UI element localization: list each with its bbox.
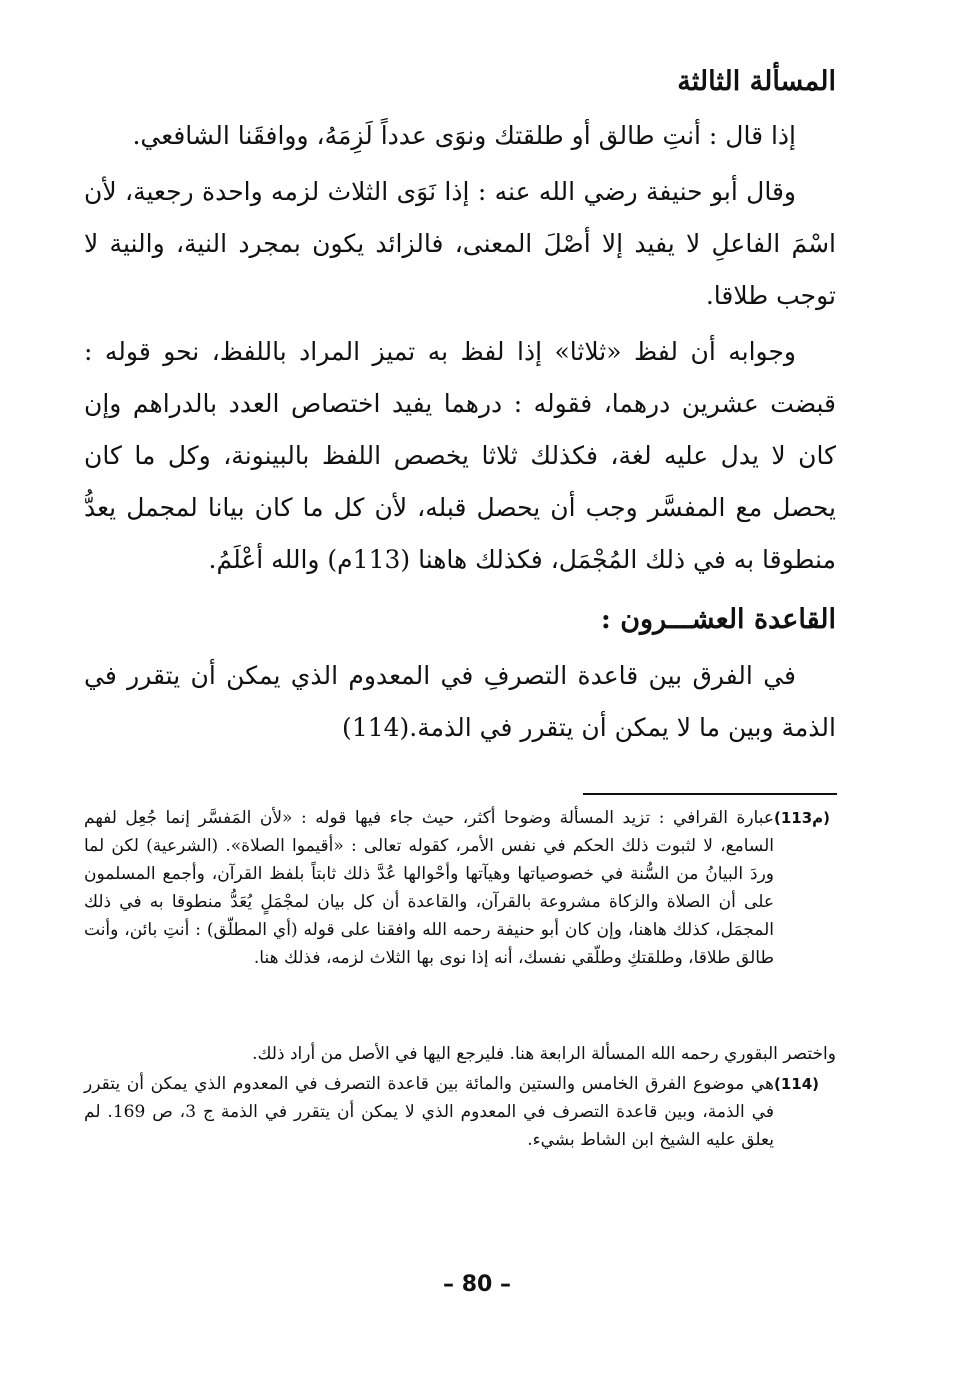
footnote-113 <box>84 804 836 972</box>
footnote-113-addendum <box>84 1040 836 1068</box>
paragraph-1: إذا قال : أنتِ طالق أو طلقتك ونوَى عدداً لَزِمَهُ، ووافقَنا الشافعي. <box>132 121 796 150</box>
section-heading: المسألة الثالثة <box>677 66 836 97</box>
footnote-114 <box>84 1070 836 1154</box>
rule-heading: القاعدة العشـــرون : <box>600 604 836 635</box>
footnote-text: واختصر البقوري رحمه الله المسألة الرابعة هنا. فليرجع اليها في الأصل من أراد ذلك. <box>252 1044 836 1064</box>
footnote-text: عبارة القرافي : تزيد المسألة وضوحا أكثر، حيث جاء فيها قوله : «لأن المَفسَّر إنما جُعِل لفهم السامع، لا لثبوت ذلك الحكم في نفس الأمر، كقوله تعالى : «أقيموا الصلاة». (الشرعية) لكن لما وردَ البيانُ من السُّنة في خصوصياتها وهيآتها وأحْوالها عُدَّ ذلك ثابتاً بلفظ القرآن، وأجمع المسلمون على أن الصلاة والزكاة مشروعة بالقرآن، والقاعدة أن كل بيان لمجْمَلٍ يُعَدُّ منطوقا به في ذلك المجمَل، كذلك هاهنا، وإن كان أبو حنيفة رحمه الله وافقنا على قوله (أي المطلّق) : أنتِ بائن، وأنت طالق طلاقا، وطلقتكِ وطلّقي نفسك، أنه إذا نوى بها الثلاث لزمه، فذلك هنا. <box>84 808 774 968</box>
rule-text: في الفرق بين قاعدة التصرفِ في المعدوم الذي يمكن أن يتقرر في الذمة وبين ما لا يمكن أن يتقرر في الذمة.(114) <box>84 661 836 742</box>
footnote-number: (113م) <box>774 809 831 827</box>
paragraph-3: وجوابه أن لفظ «ثلاثا» إذا لفظ به تميز المراد باللفظ، نحو قوله : قبضت عشرين درهما، فقوله : درهما يفيد اختصاص العدد بالدراهم وإن كان لا يدل عليه لغة، فكذلك ثلاثا يخصص اللفظ بالبينونة، وكل ما كان يحصل مع المفسَّر وجب أن يحصل قبله، لأن كل ما كان بيانا لمجمل يعدُّ منطوقا به في ذلك المُجْمَل، فكذلك هاهنا (113م) والله أعْلَمُ. <box>84 337 836 574</box>
page-number: – 80 – <box>443 1272 511 1297</box>
footnote-number: (114) <box>774 1075 820 1093</box>
footnote-separator <box>583 793 837 795</box>
paragraph-2: وقال أبو حنيفة رضي الله عنه : إذا نَوَى الثلاث لزمه واحدة رجعية، لأن اسْمَ الفاعلِ لا يفيد إلا أصْلَ المعنى، فالزائد يكون بمجرد النية، والنية لا توجب طلاقا. <box>84 177 836 310</box>
footnote-text: هي موضوع الفرق الخامس والستين والمائة بين قاعدة التصرف في المعدوم الذي يمكن أن يتقرر في الذمة، وبين قاعدة التصرف في المعدوم الذي لا يمكن أن يتقرر في الذمة ج 3، ص 169. لم يعلق عليه الشيخ ابن الشاط بشيء. <box>84 1074 774 1150</box>
